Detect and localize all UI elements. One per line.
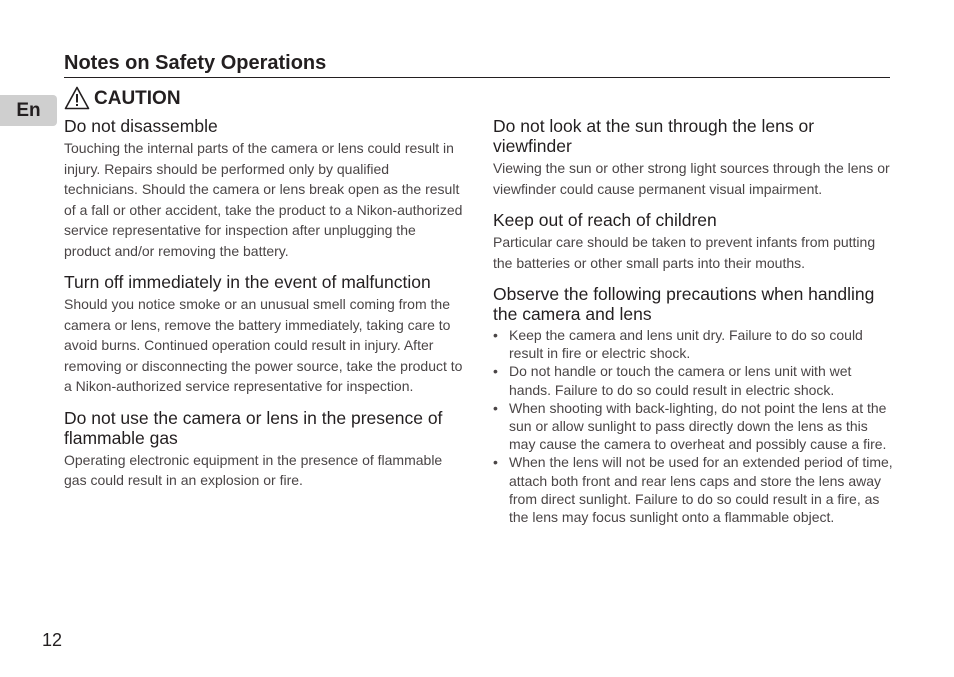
bullet-icon: • — [493, 363, 498, 380]
right-column — [493, 116, 893, 538]
left-column — [64, 116, 464, 503]
page-title: Notes on Safety Operations — [64, 52, 327, 74]
section-handling-precautions — [493, 284, 893, 526]
section-do-not-look-at-sun — [493, 116, 893, 199]
bullet-icon: • — [493, 454, 498, 471]
section-heading: Keep out of reach of children — [493, 210, 717, 230]
section-turn-off-malfunction — [64, 272, 464, 397]
bullet-icon: • — [493, 399, 498, 416]
list-item-text: Keep the camera and lens unit dry. Failure to do so could result in fire or electric shock. — [509, 327, 863, 362]
section-flammable-gas — [64, 408, 464, 491]
section-heading: Observe the following precautions when handling the camera and lens — [493, 284, 875, 324]
list-item — [493, 399, 893, 454]
list-item — [493, 362, 893, 398]
section-body: Operating electronic equipment in the presence of flammable gas could result in an explosion or fire. — [64, 451, 443, 488]
section-do-not-disassemble — [64, 116, 464, 261]
caution-label: CAUTION — [94, 88, 181, 109]
list-item-text: Do not handle or touch the camera or lens unit with wet hands. Failure to do so could result in electric shock. — [509, 363, 852, 398]
language-tab — [0, 95, 57, 126]
section-keep-out-of-reach — [493, 210, 893, 273]
section-body: Touching the internal parts of the camera or lens could result in injury. Repairs should be performed only by qualified technicians. Should the camera or lens break open as the result of a fall or other accident, take the product to a Nikon-authorized service representative for inspection after unplugging the product and/or removing the battery. — [64, 140, 463, 259]
bullet-icon: • — [493, 327, 498, 343]
list-item — [493, 326, 893, 362]
section-heading: Do not use the camera or lens in the presence of flammable gas — [64, 407, 443, 448]
language-tab-label: En — [16, 99, 41, 121]
warning-triangle-icon — [64, 86, 90, 110]
list-item-text: When the lens will not be used for an extended period of time, attach both front and rear lens caps and store the lens away from direct sunlight. Failure to do so could result in a fire, as the lens may focus sunlight onto a flammable object. — [509, 454, 893, 526]
caution-heading — [64, 85, 181, 111]
list-item-text: When shooting with back-lighting, do not point the lens at the sun or allow sunlight to pass directly down the lens as this may cause the camera to overheat and possibly cause a fire. — [509, 399, 887, 453]
section-body: Particular care should be taken to prevent infants from putting the batteries or other small parts into their mouths. — [493, 234, 876, 271]
section-body: Should you notice smoke or an unusual smell coming from the camera or lens, remove the battery immediately, taking care to avoid burns. Continued operation could result in injury. After removing or disconnecting the power source, take the product to a Nikon-authorized service representative for inspection. — [64, 296, 463, 394]
precaution-list — [493, 326, 893, 526]
section-heading: Turn off immediately in the event of malfunction — [64, 272, 431, 292]
title-divider — [64, 77, 890, 78]
section-body: Viewing the sun or other strong light sources through the lens or viewfinder could cause permanent visual impairment. — [493, 160, 890, 197]
section-heading: Do not disassemble — [64, 116, 218, 136]
list-item — [493, 453, 893, 526]
section-heading: Do not look at the sun through the lens or viewfinder — [493, 116, 815, 156]
page-number: 12 — [42, 630, 63, 650]
